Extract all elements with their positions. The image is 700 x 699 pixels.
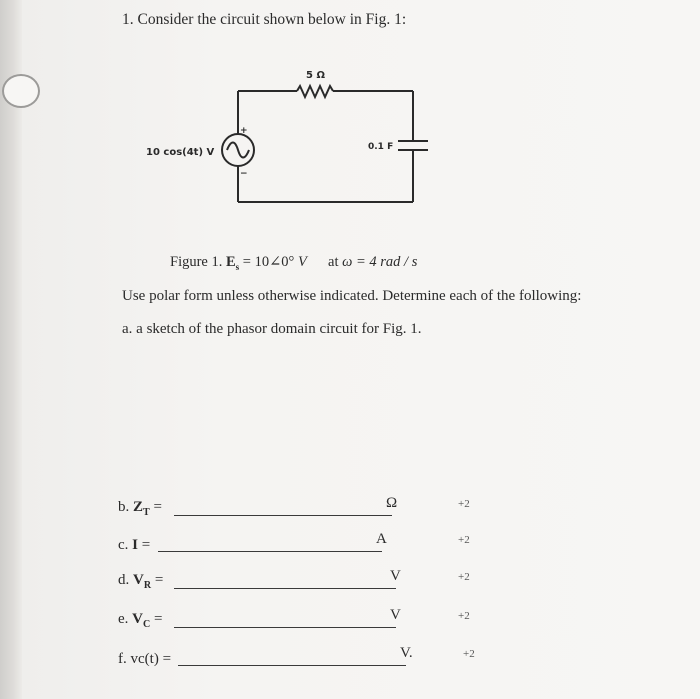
answer-unit: Ω — [386, 495, 398, 511]
resistor-label: 5 Ω — [306, 70, 325, 81]
source-symbol: E — [225, 254, 236, 270]
answer-label — [118, 537, 150, 554]
answer-subscript: R — [143, 580, 152, 591]
answer-label — [118, 499, 162, 518]
answer-symbol: V — [132, 611, 144, 627]
answer-blank-line[interactable] — [174, 627, 396, 628]
part-a-text: a. a sketch of the phasor domain circuit for Fig. 1. — [122, 321, 422, 337]
resistor-symbol — [297, 86, 333, 97]
answer-prefix: f. — [118, 651, 131, 667]
answer-row — [118, 531, 498, 556]
points-value: +2 — [458, 571, 470, 583]
answer-label — [118, 651, 171, 668]
answer-prefix: c. — [118, 537, 133, 553]
points-value: +2 — [463, 648, 475, 660]
sine-wave-icon — [227, 143, 249, 158]
figure-prefix: Figure 1. — [170, 254, 223, 270]
answer-unit: V — [390, 568, 401, 584]
instruction-text: Use polar form unless otherwise indicated. Determine each of the following: — [122, 288, 582, 304]
answer-subscript: C — [143, 619, 151, 630]
source-unit: V — [297, 254, 307, 270]
source-equation: = 10∠0° — [239, 254, 298, 270]
answer-unit: V — [390, 607, 401, 623]
answer-symbol: I — [132, 537, 139, 553]
source-label: 10 cos(4t) V — [146, 147, 215, 158]
condition-at: at — [328, 254, 339, 270]
answer-equals: = — [149, 499, 162, 515]
answer-symbol: V — [133, 572, 144, 588]
question-title: 1. Consider the circuit shown below in Fig. 1: — [122, 11, 407, 28]
figure-caption — [170, 254, 417, 272]
answer-prefix: d. — [118, 572, 133, 588]
answer-unit: V. — [400, 645, 413, 661]
answer-symbol: vc(t) — [130, 651, 159, 667]
answer-equals: = — [151, 572, 164, 588]
answer-prefix: b. — [118, 499, 133, 515]
answer-row — [118, 495, 498, 520]
source-minus-sign: − — [240, 169, 248, 179]
answer-equals: = — [150, 611, 163, 627]
answer-blank-line[interactable] — [178, 665, 406, 666]
answer-prefix: e. — [118, 611, 133, 627]
answer-label — [118, 611, 162, 630]
answer-symbol: Z — [133, 499, 144, 515]
answer-equals: = — [158, 651, 172, 667]
points-value: +2 — [458, 610, 470, 622]
answer-subscript: T — [143, 507, 150, 518]
answer-row — [118, 607, 498, 632]
capacitor-label: 0.1 F — [368, 142, 394, 152]
answer-row — [118, 645, 498, 670]
answer-label — [118, 572, 163, 591]
answer-unit: A — [376, 531, 387, 547]
points-value: +2 — [458, 534, 470, 546]
answer-equals: = — [138, 537, 151, 553]
answer-blank-line[interactable] — [174, 588, 396, 589]
answer-blank-line[interactable] — [174, 515, 392, 516]
source-plus-sign: + — [240, 126, 248, 136]
source-subscript: s — [235, 261, 240, 272]
omega-expression: ω = 4 rad / s — [342, 254, 418, 270]
answer-blank-line[interactable] — [158, 551, 382, 552]
answer-row — [118, 568, 498, 593]
points-value: +2 — [458, 498, 470, 510]
